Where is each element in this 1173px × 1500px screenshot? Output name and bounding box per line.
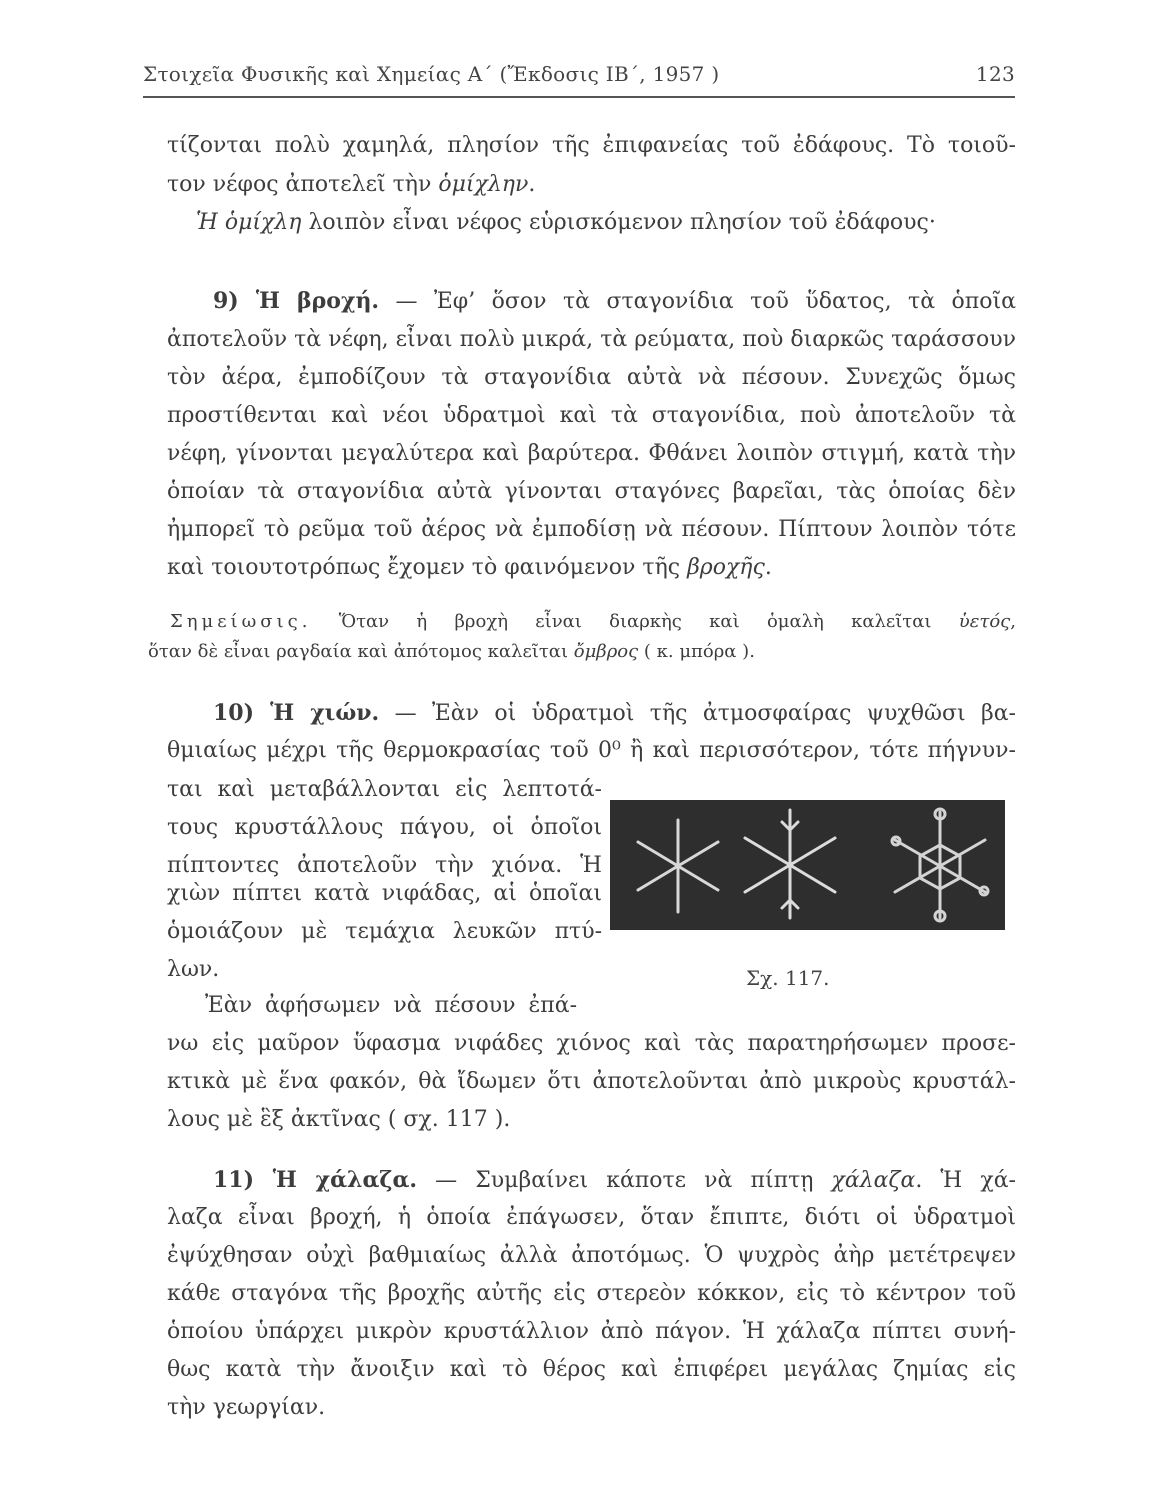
section-9-heading: 9) Ἡ βροχή. <box>213 288 380 314</box>
section-11-line-7: τὴν γεωργίαν. <box>167 1395 326 1420</box>
section-11-line-2: λαζα εἶναι βροχή, ἡ ὁποία ἐπάγωσεν, ὅταν ἔπιπτε, διότι οἱ ὑδρατμοὶ <box>167 1205 1016 1230</box>
section-9-line-6: ὁποίαν τὰ σταγονίδια αὐτὰ γίνονται σταγόνες βαρεῖαι, τὰς ὁποίας δὲν <box>167 479 1016 504</box>
section-10-line-8: λων. <box>167 957 220 982</box>
section-11-heading: 11) Ἡ χάλαζα. <box>213 1167 418 1193</box>
section-10-line-6: χιὼν πίπτει κατὰ νιφάδας, αἱ ὁποῖαι <box>167 881 602 906</box>
section-9-line-5: νέφη, γίνονται μεγαλύτερα καὶ βαρύτερα. Φθάνει λοιπὸν στιγμή, κατὰ τὴν <box>167 441 1016 466</box>
section-11-line-5: ὁποίου ὑπάρχει μικρὸν κρυστάλλιον ἀπὸ πάγον. Ἡ χάλαζα πίπτει συνή- <box>167 1319 1016 1344</box>
section-11-line-3: ἐψύχθησαν οὐχὶ βαθμιαίως ἀλλὰ ἀποτόμως. Ὁ ψυχρὸς ἀὴρ μετέτρεψεν <box>167 1243 1016 1268</box>
section-9-line-2: ἀποτελοῦν τὰ νέφη, εἶναι πολὺ μικρά, τὰ ρεύματα, ποὺ διαρκῶς ταράσσουν <box>167 327 1016 352</box>
section-10-line-11: κτικὰ μὲ ἕνα φακόν, θὰ ἴδωμεν ὅτι ἀποτελοῦνται ἀπὸ μικροὺς κρυστάλ- <box>167 1069 1016 1094</box>
running-title: Στοιχεῖα Φυσικῆς καὶ Χημείας Α΄ (Ἔκδοσις ΙΒ΄, 1957 ) <box>143 62 720 86</box>
section-11-line-4: κάθε σταγόνα τῆς βροχῆς αὐτῆς εἰς στερεὸν κόκκον, εἰς τὸ κέντρον τοῦ <box>167 1281 1016 1306</box>
section-10-line-9: Ἐὰν ἀφήσωμεν νὰ πέσουν ἐπά- <box>205 993 577 1018</box>
note-line-2: ὅταν δὲ εἶναι ραγδαία καὶ ἀπότομος καλεῖται ὄμβρος ( κ. μπόρα ). <box>148 641 755 662</box>
note-label: Σημείωσις. <box>170 611 312 632</box>
section-10-line-7: ὁμοιάζουν μὲ τεμάχια λευκῶν πτύ- <box>167 919 602 944</box>
section-10-line-12: λους μὲ ἓξ ἀκτῖνας ( σχ. 117 ). <box>167 1107 511 1132</box>
header-rule <box>143 96 1015 98</box>
intro-line-1: τίζονται πολὺ χαμηλά, πλησίον τῆς ἐπιφανείας τοῦ ἐδάφους. Τὸ τοιοῦ- <box>167 133 1016 158</box>
running-header <box>143 62 1015 86</box>
section-10-line-2: θμιαίως μέχρι τῆς θερμοκρασίας τοῦ 0⁰ ἢ καὶ περισσότερον, τότε πήγνυν- <box>167 738 1016 763</box>
section-9-line-1: 9) Ἡ βροχή. — Ἐφ’ ὅσον τὰ σταγονίδια τοῦ ὕδατος, τὰ ὁποῖα <box>213 288 1016 314</box>
section-9-line-3: τὸν ἀέρα, ἐμποδίζουν τὰ σταγονίδια αὐτὰ νὰ πέσουν. Συνεχῶς ὅμως <box>167 365 1016 390</box>
section-11-line-6: θως κατὰ τὴν ἄνοιξιν καὶ τὸ θέρος καὶ ἐπιφέρει μεγάλας ζημίας εἰς <box>167 1357 1016 1382</box>
section-9-line-7: ἠμπορεῖ τὸ ρεῦμα τοῦ ἀέρος νὰ ἐμποδίσῃ νὰ πέσουν. Πίπτουν λοιπὸν τότε <box>167 517 1016 542</box>
section-9-line-8: καὶ τοιουτοτρόπως ἔχομεν τὸ φαινόμενον τῆς βροχῆς. <box>167 555 772 580</box>
snowflake-crystals-image <box>610 800 1005 930</box>
section-9-line-4: προστίθενται καὶ νέοι ὑδρατμοὶ καὶ τὰ σταγονίδια, ποὺ ἀποτελοῦν τὰ <box>167 403 1016 428</box>
section-10-line-4: τους κρυστάλλους πάγου, οἱ ὁποῖοι <box>167 815 602 840</box>
section-10-heading: 10) Ἡ χιών. <box>213 700 380 726</box>
section-10-line-1: 10) Ἡ χιών. — Ἐὰν οἱ ὑδρατμοὶ τῆς ἀτμοσφαίρας ψυχθῶσι βα- <box>213 700 1016 726</box>
snowflake-figure <box>610 800 1005 930</box>
section-10-line-10: νω εἰς μαῦρον ὕφασμα νιφάδες χιόνος καὶ τὰς παρατηρήσωμεν προσε- <box>167 1031 1016 1056</box>
intro-line-2: τον νέφος ἀποτελεῖ τὴν ὁμίχλην. <box>167 172 536 197</box>
section-10-line-3: ται καὶ μεταβάλλονται εἰς λεπτοτά- <box>167 777 602 802</box>
note-line-1: Σημείωσις. Ὅταν ἡ βροχὴ εἶναι διαρκὴς καὶ ὁμαλὴ καλεῖται ὑετός, <box>170 611 1016 632</box>
figure-caption: Σχ. 117. <box>746 966 830 990</box>
section-10-line-5: πίπτοντες ἀποτελοῦν τὴν χιόνα. Ἡ <box>167 853 602 878</box>
section-11-line-1: 11) Ἡ χάλαζα. — Συμβαίνει κάποτε νὰ πίπτῃ χάλαζα. Ἡ χά- <box>213 1167 1016 1193</box>
page-number: 123 <box>975 62 1015 86</box>
intro-line-3: Ἡ ὁμίχλη λοιπὸν εἶναι νέφος εὑρισκόμενον πλησίον τοῦ ἐδάφους· <box>196 210 936 235</box>
